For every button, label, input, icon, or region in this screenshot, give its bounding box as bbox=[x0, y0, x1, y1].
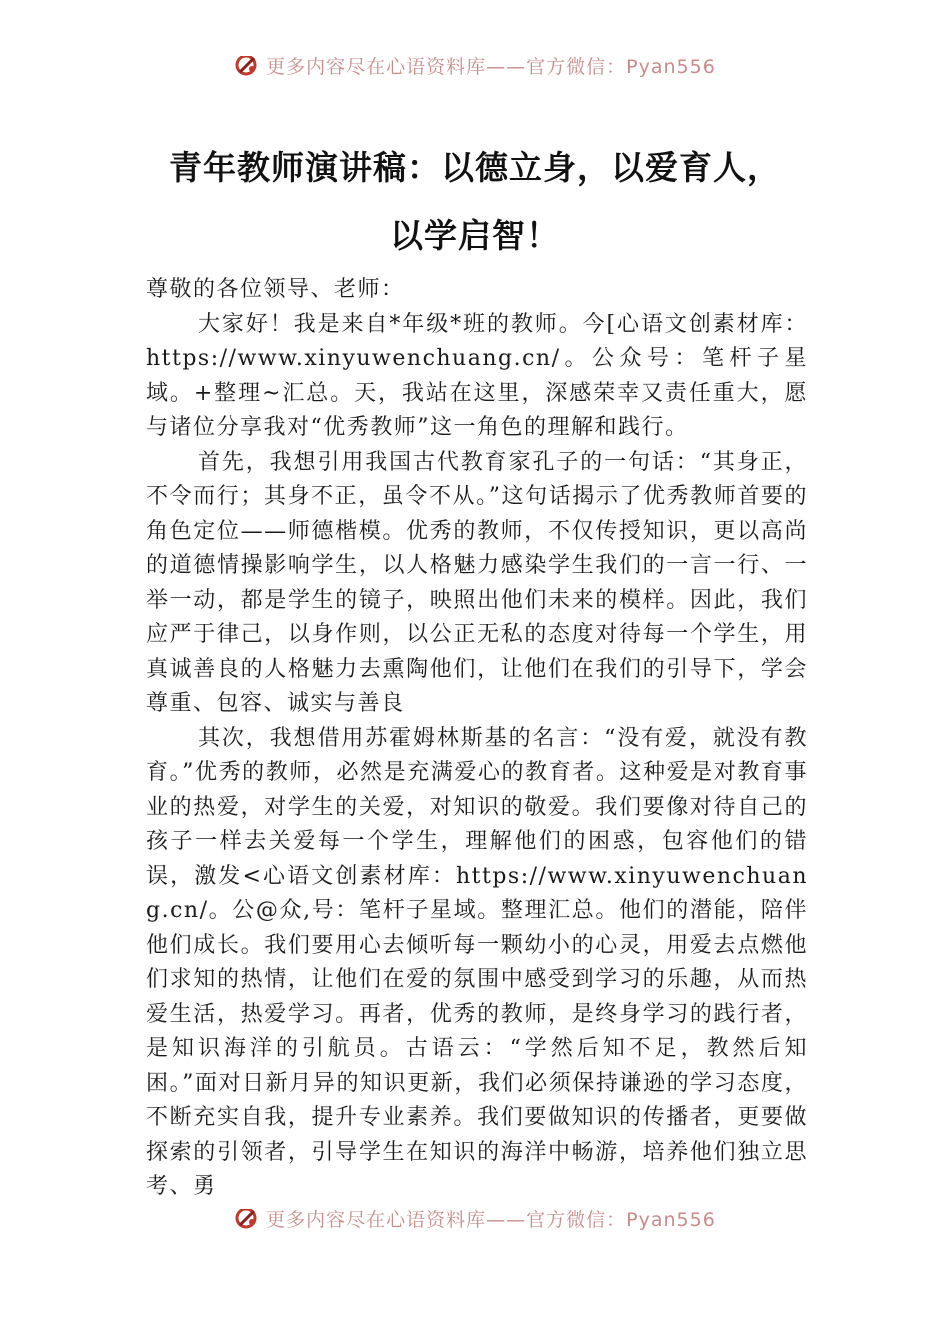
watermark-banner-top bbox=[0, 56, 950, 90]
document-title-line-2: 以学启智！ bbox=[390, 216, 560, 255]
watermark-text: 更多内容尽在心语资料库——官方微信：Pyan556 bbox=[266, 1209, 716, 1231]
logo-icon bbox=[234, 1209, 260, 1231]
paragraph-3: 其次，我想借用苏霍姆林斯基的名言：“没有爱，就没有教育。”优秀的教师，必然是充满爱心的教育者。这种爱是对教育事业的热爱，对学生的关爱，对知识的敬爱。我们要像对待自己的孩子一样去关爱每一个学生，理解他们的困惑，包容他们的错误，激发<心语文创素材库：https://www.xinyuwenchuang.cn/。公@众,号：笔杆子星域。整理汇总。他们的潜能，陪伴他们成长。我们要用心去倾听每一颗幼小的心灵，用爱去点燃他们求知的热情，让他们在爱的氛围中感受到学习的乐趣，从而热爱生活，热爱学习。再者，优秀的教师，是终身学习的践行者，是知识海洋的引航员。古语云：“学然后知不足，教然后知困。”面对日新月异的知识更新，我们必须保持谦逊的学习态度，不断充实自我，提升专业素养。我们要做知识的传播者，更要做探索的引领者，引导学生在知识的海洋中畅游，培养他们独立思考、勇 bbox=[146, 725, 808, 1199]
logo-icon bbox=[234, 56, 260, 78]
watermark-text: 更多内容尽在心语资料库——官方微信：Pyan556 bbox=[266, 56, 716, 78]
watermark-banner-bottom bbox=[0, 1209, 950, 1243]
paragraph-2: 首先，我想引用我国古代教育家孔子的一句话：“其身正，不令而行；其身不正，虽令不从。”这句话揭示了优秀教师首要的角色定位——师德楷模。优秀的教师，不仅传授知识，更以高尚的道德情操影响学生，以人格魅力感染学生我们的一言一行、一举一动，都是学生的镜子，映照出他们未来的模样。因此，我们应严于律己，以身作则，以公正无私的态度对待每一个学生，用真诚善良的人格魅力去熏陶他们，让他们在我们的引导下，学会尊重、包容、诚实与善良 bbox=[146, 449, 808, 716]
paragraph-1: 大家好！我是来自*年级*班的教师。今[心语文创素材库：https://www.xinyuwenchuang.cn/。公众号：笔杆子星域。+整理~汇总。天，我站在这里，深感荣幸又责任重大，愿与诸位分享我对“优秀教师”这一角色的理解和践行。 bbox=[146, 311, 808, 440]
document-title-line-1: 青年教师演讲稿：以德立身，以爱育人， bbox=[169, 148, 781, 187]
salutation: 尊敬的各位领导、老师： bbox=[146, 277, 405, 302]
document-body bbox=[146, 273, 808, 1205]
